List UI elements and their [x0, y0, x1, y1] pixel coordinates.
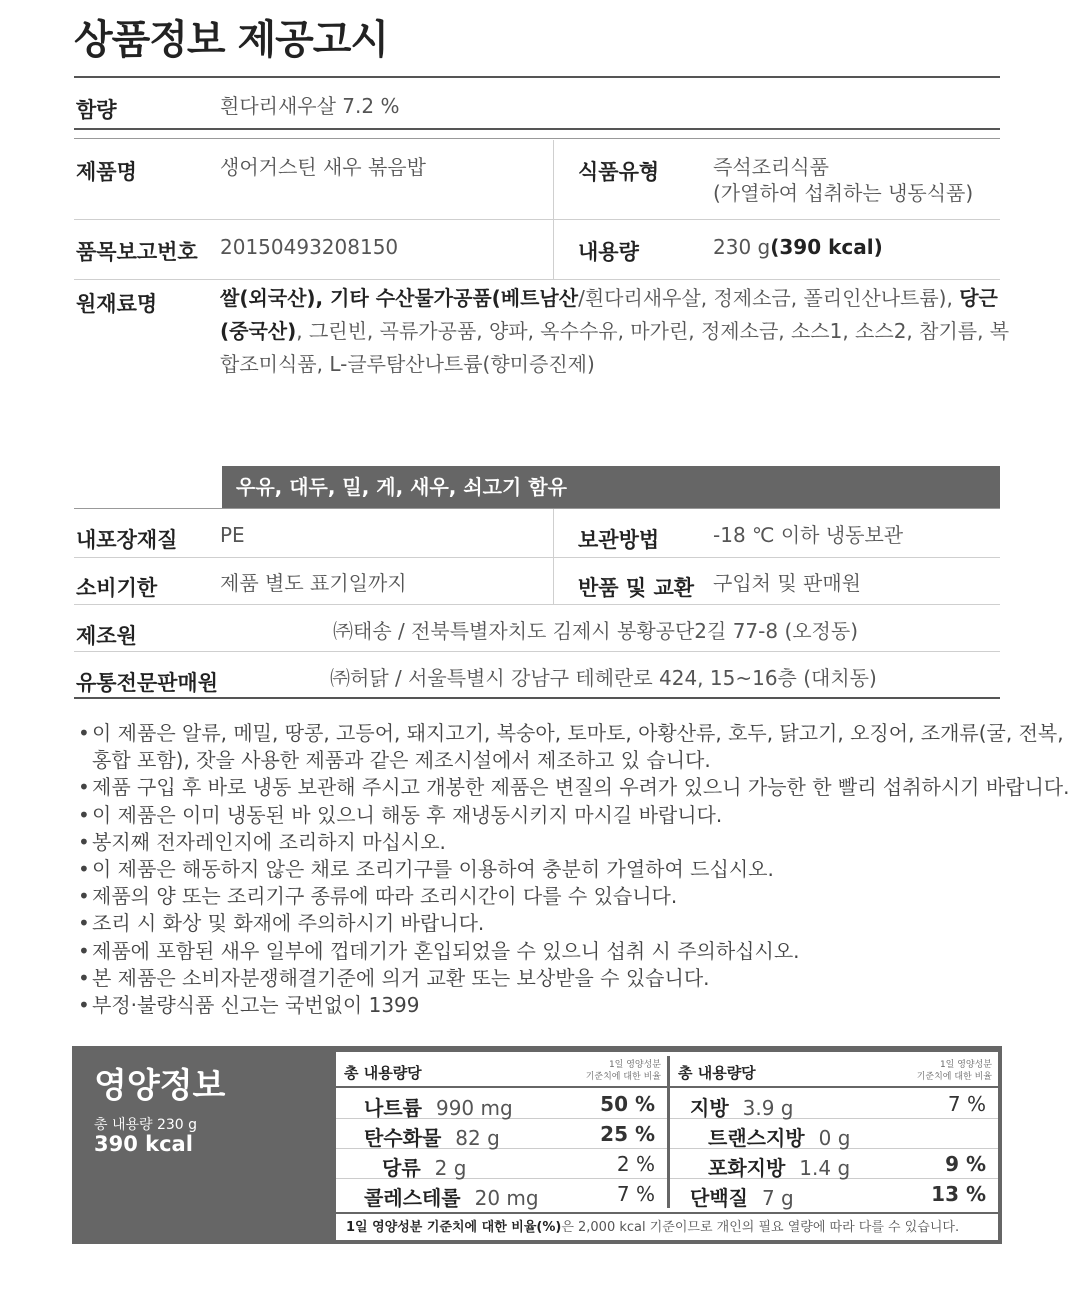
nutrient-amount: 2 g	[434, 1156, 467, 1180]
divider	[74, 697, 1000, 699]
nutrient-percent: 7 %	[616, 1182, 655, 1206]
report-number-value: 20150493208150	[220, 235, 399, 259]
nutrient-row-trans-fat	[670, 1118, 998, 1149]
nutrient-percent: 2 %	[616, 1152, 655, 1176]
header-per-total: 총 내용량당	[678, 1064, 756, 1082]
note-item: • 조리 시 화상 및 화재에 주의하시기 바랍니다.	[74, 910, 1069, 937]
expiry-label: 소비기한	[76, 576, 158, 600]
food-type-note: (가열하여 섭취하는 냉동식품)	[713, 181, 974, 205]
nutrition-header	[336, 1056, 667, 1088]
nutrient-amount: 990 mg	[435, 1096, 513, 1120]
nutrient-name: 지방	[690, 1096, 729, 1120]
nutrient-amount: 0 g	[818, 1126, 851, 1150]
note-item: • 본 제품은 소비자분쟁해결기준에 의거 교환 또는 보상받을 수 있습니다.	[74, 965, 1069, 992]
header-daily-ratio: 1일 영양성분 기준치에 대한 비율	[916, 1060, 992, 1082]
packaging-value: PE	[220, 523, 245, 547]
nutrient-name: 단백질	[690, 1186, 748, 1210]
nutrient-amount: 20 mg	[474, 1186, 539, 1210]
nutrient-name: 콜레스테롤	[364, 1186, 461, 1210]
nutrient-percent: 9 %	[945, 1152, 986, 1176]
nutrition-kcal: 390 kcal	[94, 1132, 193, 1156]
nutrient-name: 당류	[382, 1156, 421, 1180]
storage-value: -18 ℃ 이하 냉동보관	[713, 523, 904, 547]
note-item: • 이 제품은 해동하지 않은 채로 조리기구를 이용하여 충분히 가열하여 드십시오.	[74, 856, 1069, 883]
nutrient-row-sugars	[336, 1148, 667, 1179]
nutrient-percent: 13 %	[931, 1182, 986, 1206]
nutrition-total: 총 내용량 230 g	[94, 1117, 198, 1133]
nutrient-row-protein	[670, 1178, 998, 1208]
row-divider	[74, 219, 1000, 220]
nutrition-table	[336, 1052, 998, 1240]
page-title: 상품정보 제공고시	[74, 17, 389, 63]
ingredients-carrot: 당근(중국산)	[220, 286, 998, 343]
nutrient-amount: 1.4 g	[799, 1156, 851, 1180]
nutrient-row-sodium	[336, 1088, 667, 1119]
divider	[74, 76, 1000, 78]
row-divider	[74, 557, 1000, 558]
nutrient-row-fat	[670, 1088, 998, 1119]
row-divider	[74, 279, 1000, 280]
nutrition-column-left	[336, 1056, 667, 1208]
return-label: 반품 및 교환	[578, 576, 695, 600]
nutrient-percent: 25 %	[600, 1122, 655, 1146]
ingredients-shrimp: /흰다리새우살, 정제소금, 폴리인산나트륨),	[578, 286, 960, 310]
note-item: • 봉지째 전자레인지에 조리하지 마십시오.	[74, 829, 1069, 856]
nutrition-panel	[72, 1046, 1002, 1244]
packaging-label: 내포장재질	[76, 528, 178, 552]
report-number-label: 품목보고번호	[76, 240, 198, 264]
product-name-value: 생어거스틴 새우 볶음밥	[220, 155, 426, 179]
caution-notes	[74, 720, 1069, 1019]
content-label: 함량	[76, 98, 117, 122]
divider	[74, 508, 1000, 509]
volume-label: 내용량	[578, 240, 639, 264]
row-divider	[74, 604, 1000, 605]
food-type-label: 식품유형	[578, 160, 660, 184]
note-item: • 제품의 양 또는 조리기구 종류에 따라 조리시간이 다를 수 있습니다.	[74, 883, 1069, 910]
nutrient-name: 트랜스지방	[708, 1126, 805, 1150]
nutrition-footnote: 1일 영양성분 기준치에 대한 비율(%)은 2,000 kcal 기준이므로 개인의 필요 열량에 따라 다를 수 있습니다.	[336, 1212, 998, 1242]
ingredients-main: 쌀(외국산), 기타 수산물가공품(베트남산	[220, 286, 579, 310]
food-type-value: 즉석조리식품	[713, 155, 829, 179]
nutrient-percent: 50 %	[600, 1092, 655, 1116]
note-item: • 이 제품은 이미 냉동된 바 있으니 해동 후 재냉동시키지 마시길 바랍니다.	[74, 802, 1069, 829]
nutrient-amount: 3.9 g	[742, 1096, 794, 1120]
nutrient-percent: 7 %	[947, 1092, 986, 1116]
divider	[74, 128, 1000, 130]
content-value: 흰다리새우살 7.2 %	[220, 94, 400, 118]
volume-kcal: (390 kcal)	[770, 235, 883, 259]
nutrient-row-carbohydrate	[336, 1118, 667, 1149]
allergy-banner: 우유, 대두, 밀, 게, 새우, 쇠고기 함유	[222, 466, 1000, 508]
distributor-label: 유통전문판매원	[76, 671, 219, 695]
header-daily-ratio: 1일 영양성분 기준치에 대한 비율	[585, 1060, 661, 1082]
divider	[74, 138, 1000, 139]
nutrient-amount: 7 g	[761, 1186, 794, 1210]
volume-value	[713, 232, 883, 263]
note-item: • 부정·불량식품 신고는 국번없이 1399	[74, 992, 1069, 1019]
nutrition-column-right	[670, 1056, 998, 1208]
expiry-value: 제품 별도 표기일까지	[220, 571, 407, 595]
return-value: 구입처 및 판매원	[713, 571, 861, 595]
nutrient-amount: 82 g	[455, 1126, 500, 1150]
ingredients-value	[220, 282, 1010, 381]
product-name-label: 제품명	[76, 160, 137, 184]
nutrient-name: 나트륨	[364, 1096, 422, 1120]
column-divider	[553, 140, 554, 280]
manufacturer-label: 제조원	[76, 624, 137, 648]
nutrient-row-saturated-fat	[670, 1148, 998, 1179]
ingredients-label: 원재료명	[76, 292, 158, 316]
nutrition-title: 영양정보	[94, 1066, 226, 1106]
nutrient-name: 포화지방	[708, 1156, 786, 1180]
nutrition-header	[670, 1056, 998, 1088]
note-item: • 제품 구입 후 바로 냉동 보관해 주시고 개봉한 제품은 변질의 우려가 있으니 가능한 한 빨리 섭취하시기 바랍니다.	[74, 774, 1069, 801]
note-item-continued: 홍합 포함), 잣을 사용한 제품과 같은 제조시설에서 제조하고 있 습니다.	[92, 748, 711, 773]
header-per-total: 총 내용량당	[344, 1064, 422, 1082]
row-divider	[74, 651, 1000, 652]
note-item: • 이 제품은 알류, 메밀, 땅콩, 고등어, 돼지고기, 복숭아, 토마토, 아황산류, 호두, 닭고기, 오징어, 조개류(굴, 전복,	[74, 720, 1069, 747]
ingredients-rest: , 그린빈, 곡류가공품, 양파, 옥수수유, 마가린, 정제소금, 소스1, 소스2, 참기름, 복합조미식품, L-글루탐산나트륨(향미증진제)	[220, 319, 1010, 376]
storage-label: 보관방법	[578, 528, 660, 552]
volume-weight: 230 g	[713, 235, 771, 259]
manufacturer-value: ㈜태송 / 전북특별자치도 김제시 봉황공단2길 77-8 (오정동)	[333, 619, 859, 643]
nutrient-name: 탄수화물	[364, 1126, 442, 1150]
distributor-value: ㈜허닭 / 서울특별시 강남구 테헤란로 424, 15~16층 (대치동)	[330, 666, 877, 690]
nutrient-row-cholesterol	[336, 1178, 667, 1208]
note-item: • 제품에 포함된 새우 일부에 껍데기가 혼입되었을 수 있으니 섭취 시 주의하십시오.	[74, 938, 1069, 965]
